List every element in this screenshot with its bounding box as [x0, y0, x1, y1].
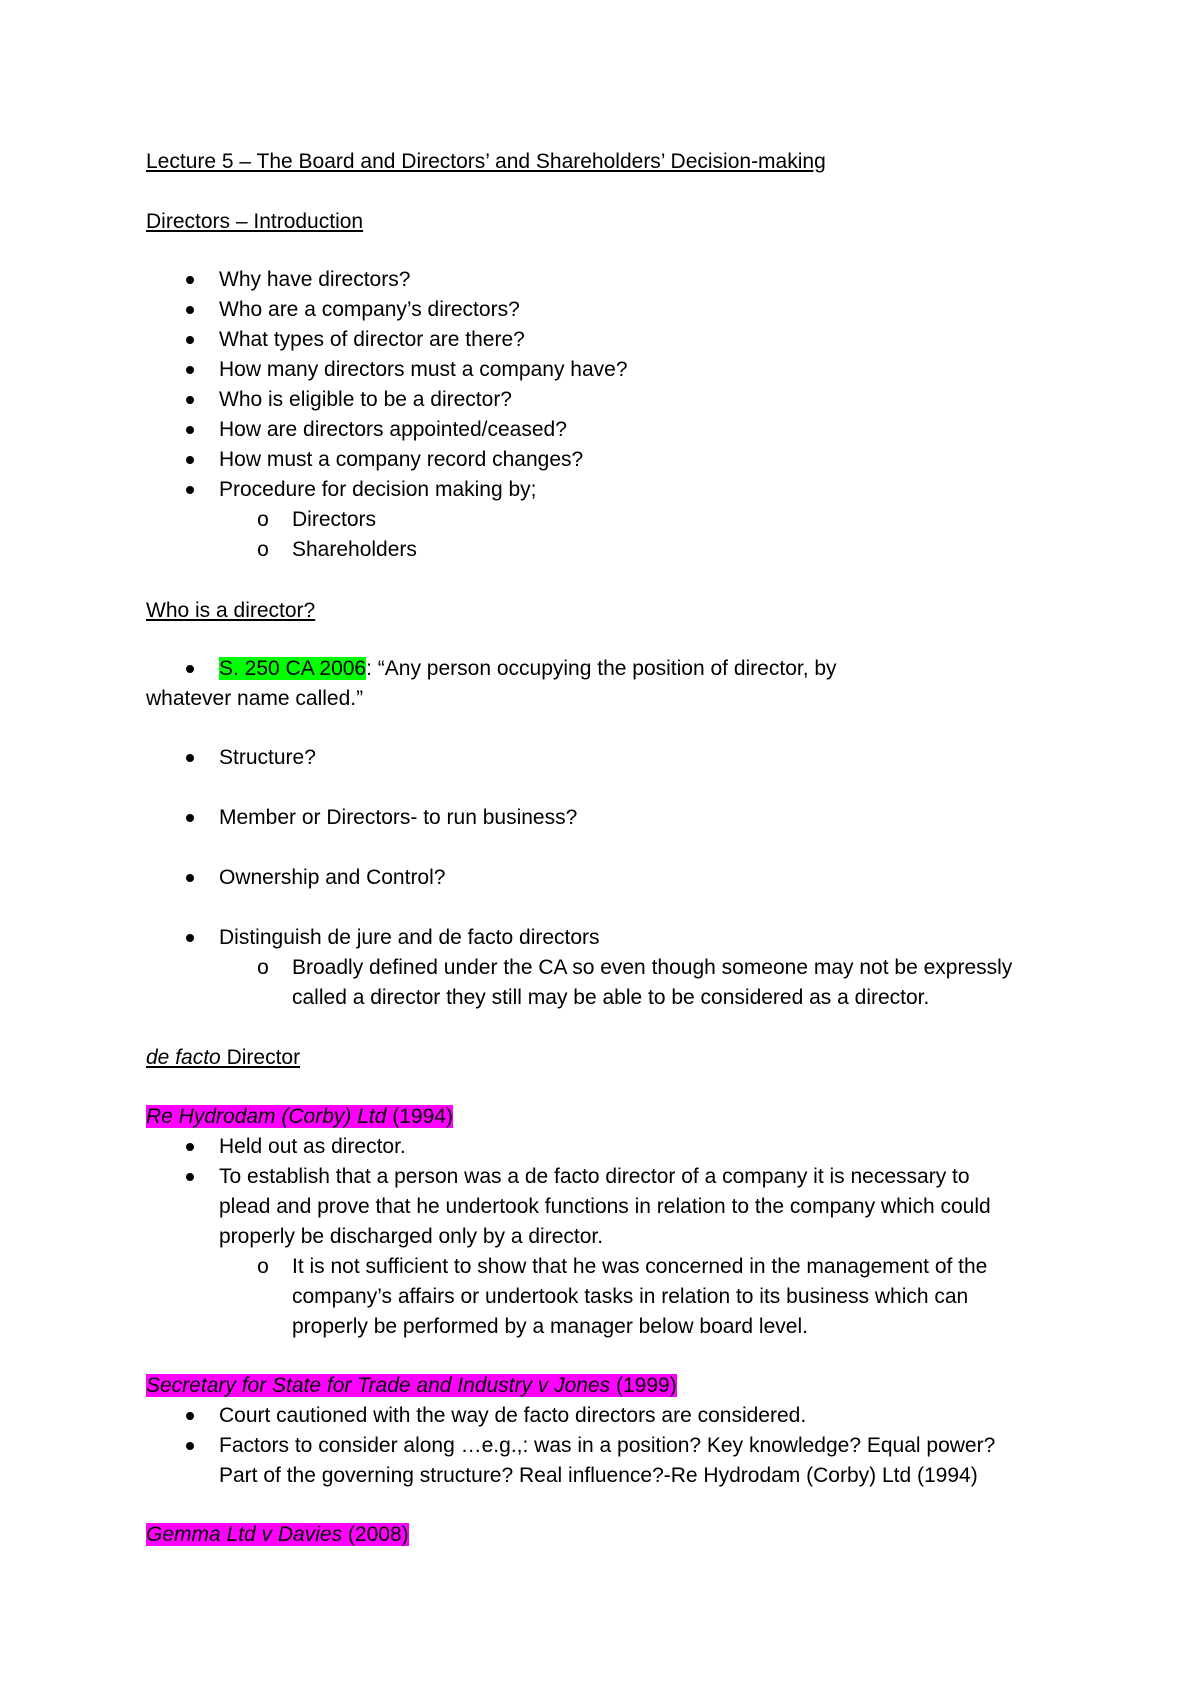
bullet-icon [178, 475, 202, 505]
bullet-icon [178, 654, 202, 684]
section-heading-intro: Directors – Introduction [146, 210, 364, 233]
bullet-icon [178, 415, 202, 445]
list-item: Ownership and Control? [219, 866, 446, 889]
list-item: What types of director are there? [219, 328, 525, 351]
case-name: Gemma Ltd v Davies [146, 1523, 343, 1546]
list-item: How must a company record changes? [219, 448, 584, 471]
list-item: Distinguish de jure and de facto directors [219, 926, 600, 949]
bullet-icon [178, 743, 202, 773]
case-year: (1994) [386, 1105, 453, 1128]
section-heading-who: Who is a director? [146, 599, 316, 622]
sub-list-item-continued: called a director they still may be able to be considered as a director. [292, 986, 930, 1009]
bullet-icon [178, 1162, 202, 1192]
bullet-icon [178, 863, 202, 893]
statute-quote: : “Any person occupying the position of director, by [366, 657, 837, 680]
sub-list-item: Broadly defined under the CA so even though someone may not be expressly [292, 956, 1013, 979]
sub-list-item-continued: company’s affairs or undertook tasks in relation to its business which can [292, 1285, 969, 1308]
list-item: Procedure for decision making by; [219, 478, 537, 501]
statute-line [219, 654, 837, 684]
bullet-icon [178, 445, 202, 475]
bullet-icon [178, 295, 202, 325]
case-heading-jones [146, 1371, 677, 1401]
statute-reference: S. 250 CA 2006 [219, 657, 367, 680]
sub-bullet-icon: o [257, 1255, 269, 1278]
section-heading-de-facto: de facto Director [146, 1046, 301, 1069]
list-item: To establish that a person was a de facto director of a company it is necessary to [219, 1165, 970, 1188]
case-heading-gemma [146, 1520, 409, 1550]
list-item: Held out as director. [219, 1135, 406, 1158]
case-year: (1999) [610, 1374, 677, 1397]
sub-list-item: It is not sufficient to show that he was concerned in the management of the [292, 1255, 988, 1278]
list-item: Structure? [219, 746, 316, 769]
bullet-icon [178, 265, 202, 295]
sub-list-item: Directors [292, 508, 377, 531]
bullet-icon [178, 325, 202, 355]
document-title: Lecture 5 – The Board and Directors’ and Shareholders’ Decision-making [146, 150, 826, 173]
case-heading-hydrodam [146, 1102, 453, 1132]
case-year: (2008) [342, 1523, 409, 1546]
list-item: Why have directors? [219, 268, 411, 291]
case-name: Re Hydrodam (Corby) Ltd [146, 1105, 387, 1128]
bullet-icon [178, 355, 202, 385]
list-item: Member or Directors- to run business? [219, 806, 578, 829]
bullet-icon [178, 1132, 202, 1162]
sub-bullet-icon: o [257, 538, 269, 561]
case-name: Secretary for State for Trade and Industry v Jones [146, 1374, 611, 1397]
bullet-icon [178, 803, 202, 833]
list-item-continued: Part of the governing structure? Real influence?-Re Hydrodam (Corby) Ltd (1994) [219, 1464, 978, 1487]
list-item: How are directors appointed/ceased? [219, 418, 567, 441]
list-item: Factors to consider along …e.g.,: was in a position? Key knowledge? Equal power? [219, 1434, 996, 1457]
list-item-continued: properly be discharged only by a director. [219, 1225, 604, 1248]
bullet-icon [178, 1431, 202, 1461]
bullet-icon [178, 1401, 202, 1431]
list-item-continued: plead and prove that he undertook functions in relation to the company which could [219, 1195, 991, 1218]
list-item: Who are a company’s directors? [219, 298, 520, 321]
sub-list-item: Shareholders [292, 538, 417, 561]
list-item: Who is eligible to be a director? [219, 388, 512, 411]
list-item: Court cautioned with the way de facto directors are considered. [219, 1404, 807, 1427]
bullet-icon [178, 923, 202, 953]
sub-list-item-continued: properly be performed by a manager below board level. [292, 1315, 808, 1338]
sub-bullet-icon: o [257, 508, 269, 531]
statute-quote-continued: whatever name called.” [146, 687, 364, 710]
list-item: How many directors must a company have? [219, 358, 628, 381]
bullet-icon [178, 385, 202, 415]
sub-bullet-icon: o [257, 956, 269, 979]
